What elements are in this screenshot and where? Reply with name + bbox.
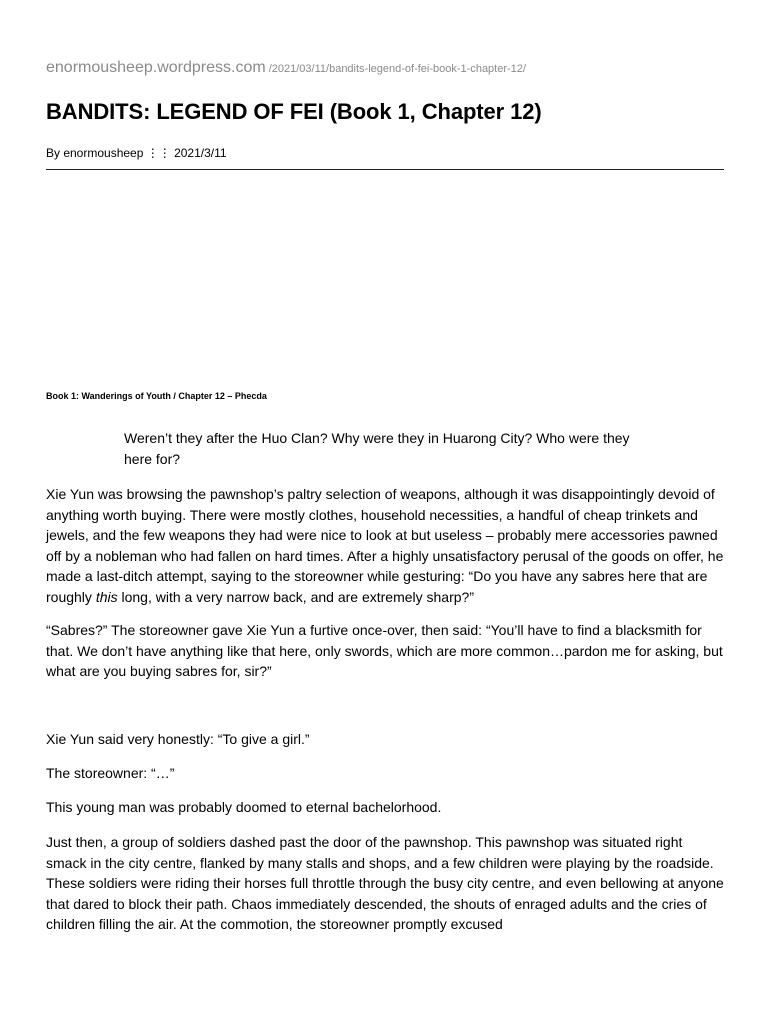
paragraph-1-text-a: Xie Yun was browsing the pawnshop’s paltry selection of weapons, although it was disappointingly devoid of anything worth buying. There were mostly clothes, household necessities, a handful of cheap trinkets and jewels, and the few weapons they had were nice to look at but useless – probably mere accessories pawned off by a nobleman who had fallen on hard times. After a highly unsatisfactory perusal of the goods on offer, he made a last-ditch attempt, saying to the storeowner while gesturing: “Do you have any sabres here that are roughly bbox=[46, 486, 724, 605]
byline: By enormousheep ⋮⋮ 2021/3/11 bbox=[46, 146, 227, 160]
article-title: BANDITS: LEGEND OF FEI (Book 1, Chapter 12) bbox=[46, 99, 542, 124]
paragraph-1 bbox=[46, 484, 724, 607]
paragraph-5: This young man was probably doomed to eternal bachelorhood. bbox=[46, 799, 442, 815]
header-divider bbox=[46, 169, 724, 170]
paragraph-2: “Sabres?” The storeowner gave Xie Yun a furtive once-over, then said: “You’ll have to find a blacksmith for that. We don’t have anything like that here, only swords, which are more common…pardon me for asking, but what are you buying sabres for, sir?” bbox=[46, 622, 723, 679]
paragraph-4: The storeowner: “…” bbox=[46, 765, 175, 781]
paragraph-1-emphasis: this bbox=[95, 588, 118, 605]
source-path[interactable]: /2021/03/11/bandits-legend-of-fei-book-1-chapter-12/ bbox=[265, 63, 526, 75]
source-url[interactable] bbox=[46, 59, 526, 77]
paragraph-3: Xie Yun said very honestly: “To give a girl.” bbox=[46, 731, 310, 747]
chapter-breadcrumb: Book 1: Wanderings of Youth / Chapter 12 – Phecda bbox=[46, 391, 267, 401]
source-domain[interactable]: enormousheep.wordpress.com bbox=[46, 59, 266, 76]
paragraph-1-text-b: long, with a very narrow back, and are extremely sharp?” bbox=[117, 588, 474, 605]
paragraph-6: Just then, a group of soldiers dashed past the door of the pawnshop. This pawnshop was situated right smack in the city centre, flanked by many stalls and shops, and a few children were playing by the roadside. These soldiers were riding their horses full throttle through the busy city centre, and even bellowing at anyone that dared to block their path. Chaos immediately descended, the shouts of enraged adults and the cries of children filling the air. At the commotion, the storeowner promptly excused bbox=[46, 834, 724, 932]
blockquote: Weren’t they after the Huo Clan? Why were they in Huarong City? Who were they here for? bbox=[124, 430, 630, 467]
